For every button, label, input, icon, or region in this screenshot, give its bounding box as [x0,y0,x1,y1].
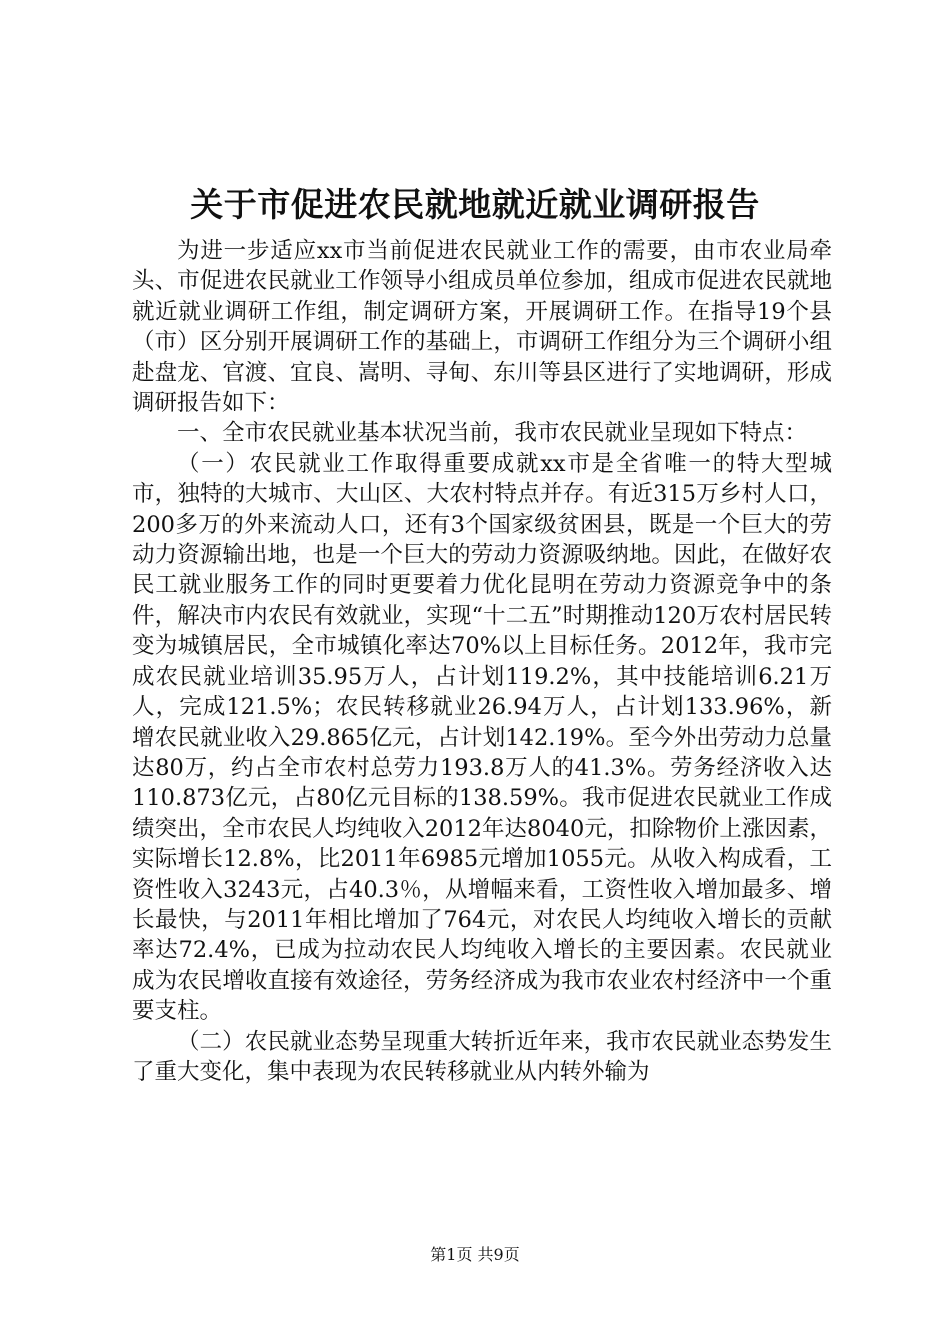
paragraph-section-one-heading: 一、全市农民就业基本状况当前，我市农民就业呈现如下特点： [177,420,808,447]
paragraph-intro: 为进一步适应xx市当前促进农民就业工作的需要，由市农业局牵头、市促进农民就业工作领导小组成员单位参加，组成市促进农民就地就近就业调研工作组，制定调研方案，开展调研工作。在指导19个县（市）区分别开展调研工作的基础上，市调研工作组分为三个调研小组赴盘龙、官渡、宜良、嵩明、寻甸、东川等县区进行了实地调研，形成调研报告如下： [132,238,832,417]
paragraph-trend-shift: （二）农民就业态势呈现重大转折近年来，我市农民就业态势发生了重大变化，集中表现为农民转移就业从内转外输为 [132,1028,832,1085]
document-body [132,236,832,1087]
page-number-footer: 第1页 共9页 [430,1245,520,1264]
document-title: 关于市促进农民就地就近就业调研报告 [190,185,760,224]
paragraph-achievements: （一）农民就业工作取得重要成就xx市是全省唯一的特大型城市，独特的大城市、大山区、大农村特点并存。有近315万乡村人口，200多万的外来流动人口，还有3个国家级贫困县，既是一个巨大的劳动力资源输出地，也是一个巨大的劳动力资源吸纳地。因此，在做好农民工就业服务工作的同时更要着力优化昆明在劳动力资源竞争中的条件，解决市内农民有效就业，实现“十二五”时期推动120万农村居民转变为城镇居民，全市城镇化率达70%以上目标任务。2012年，我市完成农民就业培训35.95万人，占计划119.2%，其中技能培训6.21万人，完成121.5%；农民转移就业26.94万人，占计划133.96%，新增农民就业收入29.865亿元，占计划142.19%。至今外出劳动力总量达80万，约占全市农村总劳力193.8万人的41.3%。劳务经济收入达110.873亿元，占80亿元目标的138.59%。我市促进农民就业工作成绩突出，全市农民人均纯收入2012年达8040元，扣除物价上涨因素，实际增长12.8%，比2011年6985元增加1055元。从收入构成看，工资性收入3243元，占40.3％，从增幅来看，工资性收入增加最多、增长最快，与2011年相比增加了764元，对农民人均纯收入增长的贡献率达72.4%，已成为拉动农民人均纯收入增长的主要因素。农民就业成为农民增收直接有效途径，劳务经济成为我市农业农村经济中一个重要支柱。 [132,450,832,1025]
